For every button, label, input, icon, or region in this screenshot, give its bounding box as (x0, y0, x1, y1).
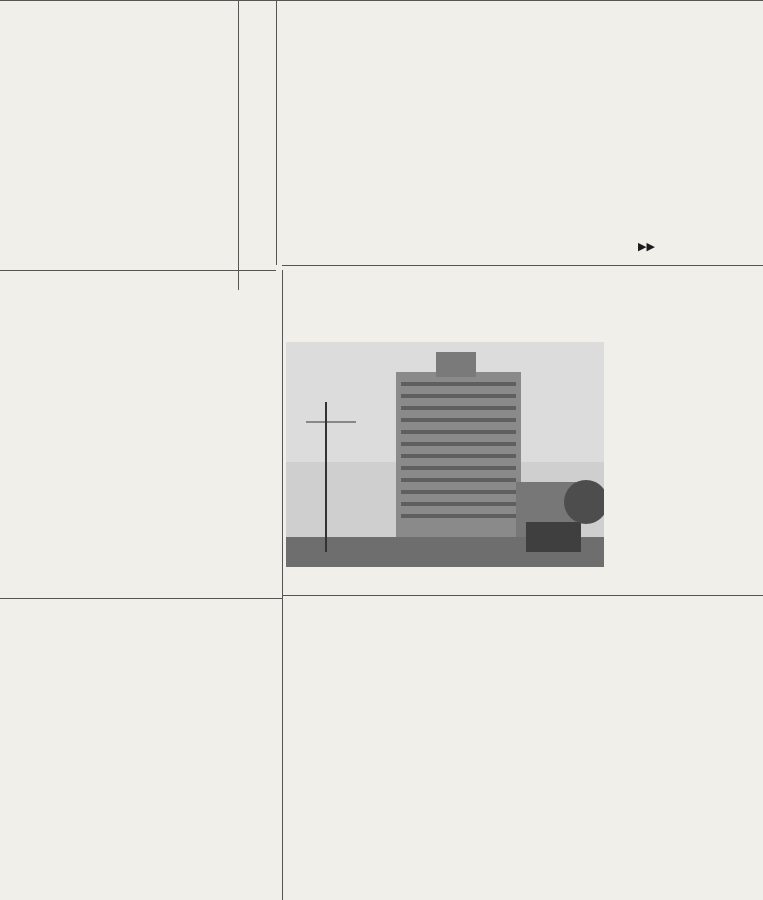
feature-right-text (678, 272, 762, 590)
letter4-text (0, 604, 278, 894)
divider-top (0, 0, 763, 1)
arrow-icon: ▶▶ (638, 240, 655, 253)
letter8-text (282, 600, 537, 895)
feature-top-far-text (282, 4, 378, 259)
feature-mid-text (608, 400, 678, 590)
divider-lower-band (282, 595, 763, 596)
divider-letters-lower (0, 598, 282, 599)
divider-letters-middle (0, 270, 276, 271)
feature-top-text (380, 4, 580, 259)
divider-feature-left (276, 0, 277, 265)
page-ref (638, 240, 655, 253)
divider-series (238, 0, 239, 290)
letter1-text (80, 276, 180, 566)
feature-lower-text (540, 600, 762, 895)
hotel-photo (286, 342, 604, 567)
letter2-text (0, 4, 150, 259)
hotel-building-image (286, 342, 604, 567)
divider-feature-bottom (282, 265, 763, 266)
